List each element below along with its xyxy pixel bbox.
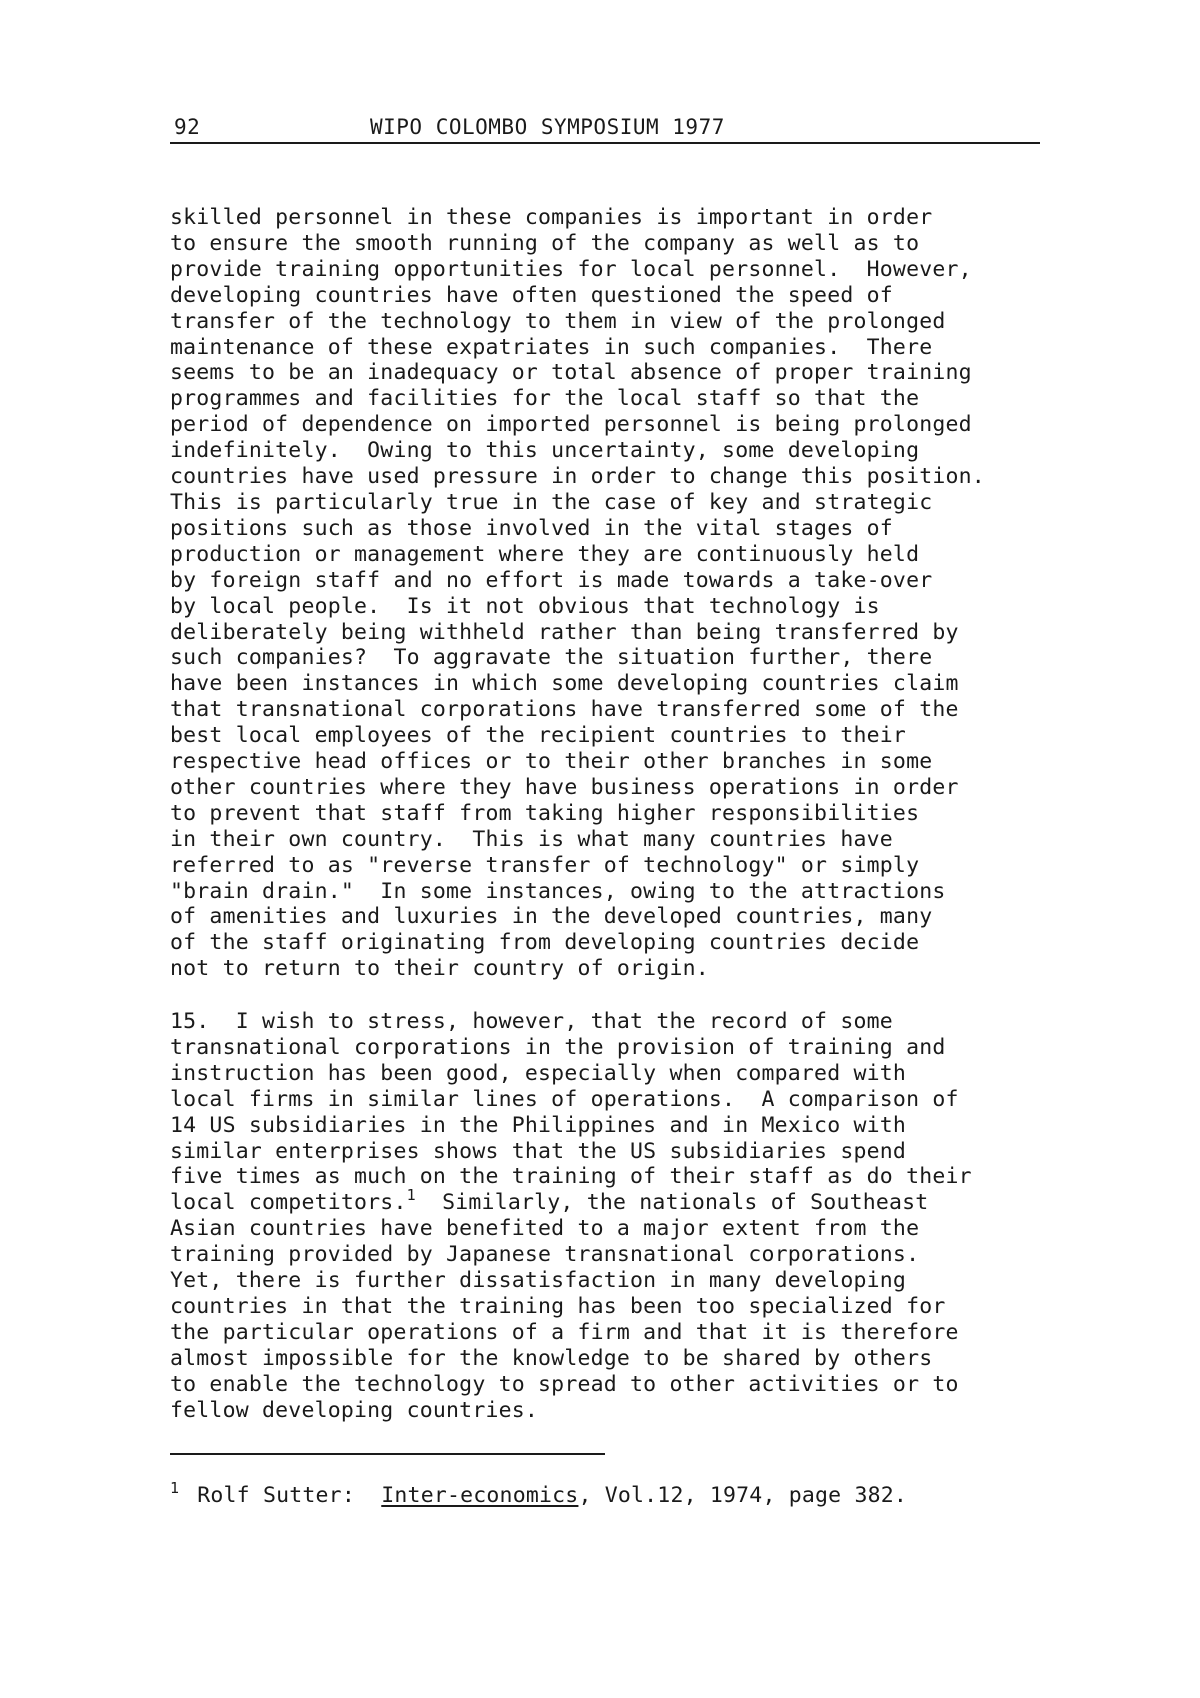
text-line: instruction has been good, especially when compared with	[170, 1060, 907, 1086]
text-segment: local competitors.	[170, 1190, 407, 1216]
text-line: respective head offices or to their other branches in some	[170, 749, 933, 775]
text-line: not to return to their country of origin.	[170, 956, 709, 982]
paragraph-1	[170, 205, 1070, 982]
text-line: 14 US subsidiaries in the Philippines and in Mexico with	[170, 1112, 907, 1138]
text-line: deliberately being withheld rather than being transferred by	[170, 619, 959, 645]
text-line: referred to as "reverse transfer of technology" or simply	[170, 852, 920, 878]
text-line: fellow developing countries.	[170, 1397, 539, 1423]
text-line: countries have used pressure in order to change this position.	[170, 464, 985, 490]
running-header	[170, 112, 1040, 144]
text-line: transnational corporations in the provision of training and	[170, 1034, 946, 1060]
text-line: by local people. Is it not obvious that technology is	[170, 593, 880, 619]
text-line: programmes and facilities for the local staff so that the	[170, 386, 920, 412]
text-line: local firms in similar lines of operations. A comparison of	[170, 1086, 959, 1112]
footnote-details: , Vol.12, 1974, page 382.	[578, 1483, 908, 1508]
text-line: five times as much on the training of their staff as do their	[170, 1164, 972, 1190]
footnote-reference: 1	[406, 1186, 416, 1205]
footnote-marker: 1	[170, 1479, 180, 1497]
text-line: positions such as those involved in the vital stages of	[170, 515, 893, 541]
text-line: in their own country. This is what many countries have	[170, 826, 893, 852]
text-line: This is particularly true in the case of key and strategic	[170, 489, 933, 515]
text-line: Yet, there is further dissatisfaction in many developing	[170, 1268, 907, 1294]
text-line: to prevent that staff from taking higher responsibilities	[170, 800, 920, 826]
text-line: transfer of the technology to them in view of the prolonged	[170, 308, 946, 334]
text-line: training provided by Japanese transnational corporations.	[170, 1242, 920, 1268]
text-line: best local employees of the recipient countries to their	[170, 723, 907, 749]
footnote-author: Rolf Sutter:	[197, 1483, 382, 1508]
text-segment: Similarly, the nationals of Southeast	[415, 1190, 929, 1216]
text-line: of amenities and luxuries in the developed countries, many	[170, 904, 933, 930]
footnote-divider	[170, 1453, 605, 1455]
text-line: skilled personnel in these companies is important in order	[170, 205, 933, 230]
text-line: that transnational corporations have transferred some of the	[170, 697, 959, 723]
text-line: seems to be an inadequacy or total absence of proper training	[170, 360, 972, 386]
running-title: WIPO COLOMBO SYMPOSIUM 1977	[370, 115, 725, 139]
footnote	[170, 1479, 1070, 1510]
text-line: maintenance of these expatriates in such companies. There	[170, 334, 933, 360]
text-line: indefinitely. Owing to this uncertainty, some developing	[170, 438, 920, 464]
text-line: almost impossible for the knowledge to be shared by others	[170, 1345, 933, 1371]
text-line: have been instances in which some developing countries claim	[170, 671, 959, 697]
text-line: similar enterprises shows that the US subsidiaries spend	[170, 1138, 907, 1164]
text-line: the particular operations of a firm and that it is therefore	[170, 1319, 959, 1345]
page-number: 92	[174, 115, 201, 139]
text-line: other countries where they have business operations in order	[170, 774, 959, 800]
text-line: to enable the technology to spread to other activities or to	[170, 1371, 959, 1397]
text-line: production or management where they are continuously held	[170, 541, 920, 567]
text-line: "brain drain." In some instances, owing to the attractions	[170, 878, 946, 904]
text-line: of the staff originating from developing countries decide	[170, 930, 920, 956]
text-line	[170, 1186, 1070, 1216]
text-line: by foreign staff and no effort is made towards a take-over	[170, 567, 933, 593]
text-line: to ensure the smooth running of the company as well as to	[170, 230, 920, 256]
text-line: developing countries have often questioned the speed of	[170, 282, 893, 308]
text-line: such companies? To aggravate the situation further, there	[170, 645, 933, 671]
paragraph-15	[170, 1009, 1070, 1424]
text-line: period of dependence on imported personnel is being prolonged	[170, 412, 972, 438]
text-line: provide training opportunities for local personnel. However,	[170, 256, 972, 282]
text-line: countries in that the training has been too specialized for	[170, 1293, 946, 1319]
text-line: Asian countries have benefited to a major extent from the	[170, 1216, 920, 1242]
footnote-publication: Inter-economics	[381, 1483, 579, 1508]
text-line: 15. I wish to stress, however, that the record of some	[170, 1009, 893, 1034]
